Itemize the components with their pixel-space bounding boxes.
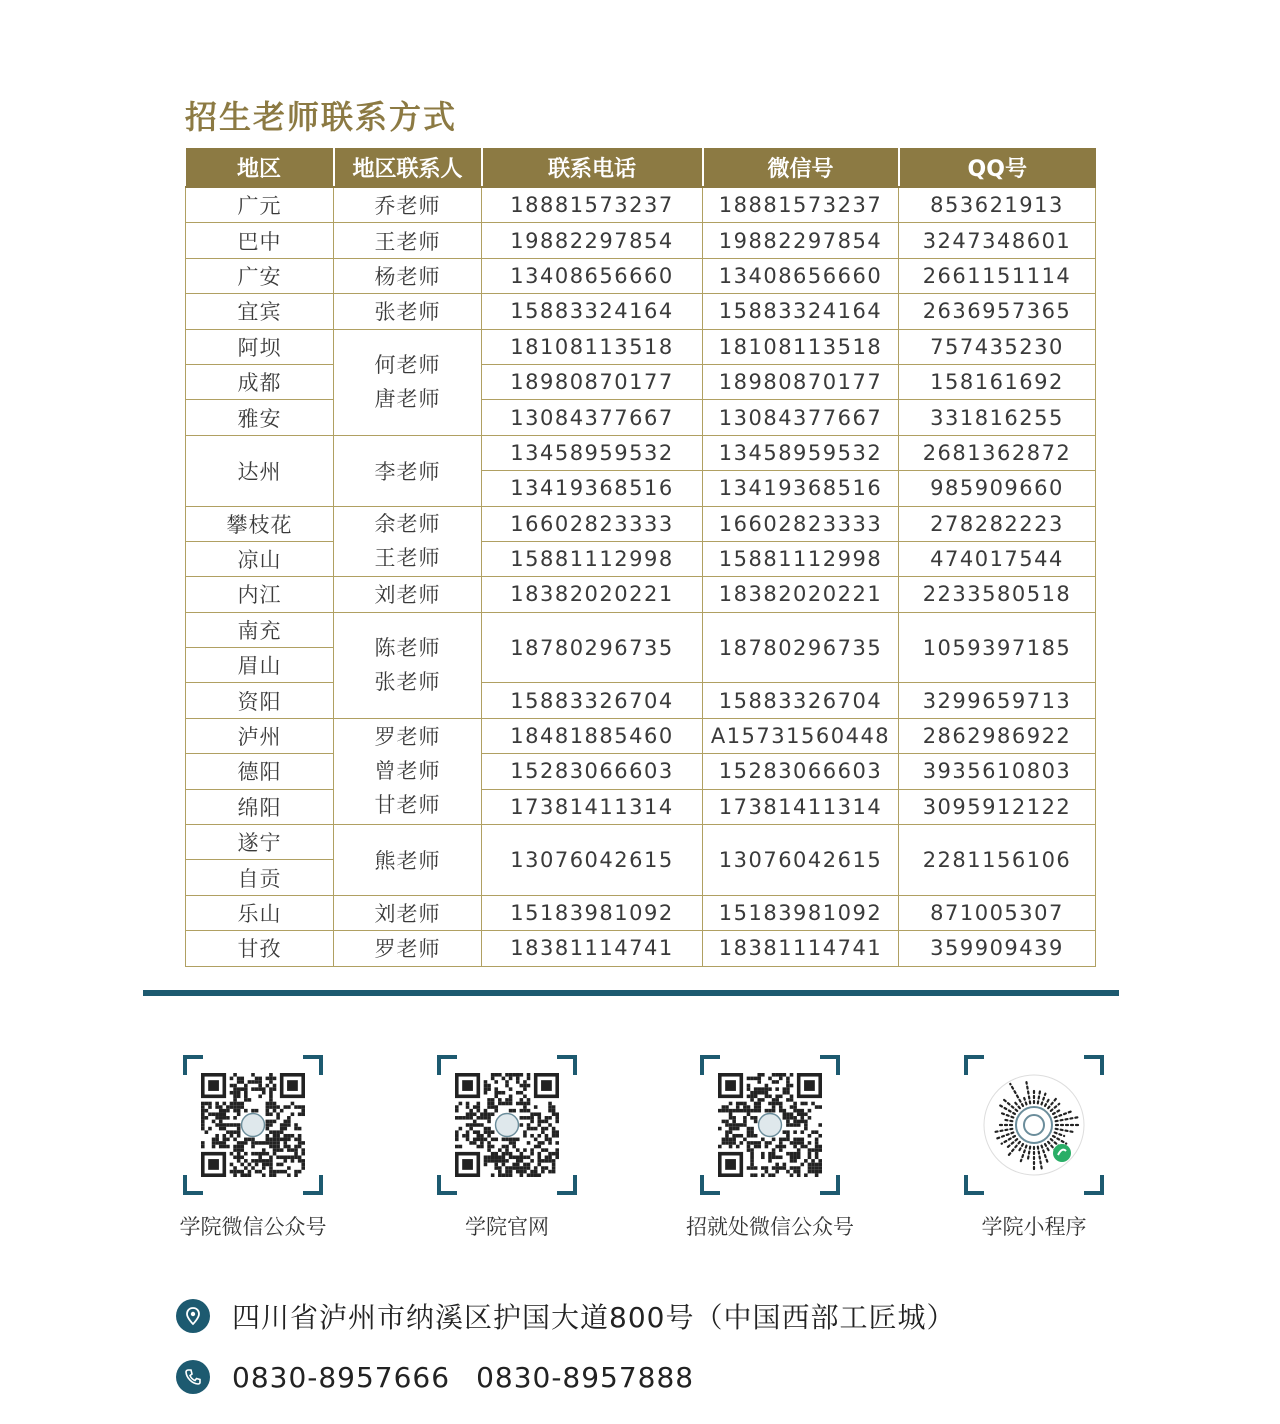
phone-cell: 15881112998 bbox=[482, 541, 703, 576]
phone-icon bbox=[176, 1360, 210, 1394]
table-row bbox=[186, 364, 1096, 399]
region-cell: 资阳 bbox=[186, 683, 334, 718]
qr-block-admissions bbox=[670, 1055, 870, 1241]
qq-cell: 757435230 bbox=[899, 329, 1096, 364]
wechat-cell: 13419368516 bbox=[703, 471, 899, 506]
qq-cell: 359909439 bbox=[899, 931, 1096, 966]
contact-cell: 熊老师 bbox=[334, 825, 482, 896]
contact-cell: 乔老师 bbox=[334, 187, 482, 223]
table-row bbox=[186, 754, 1096, 789]
qr-frame bbox=[964, 1055, 1104, 1195]
qq-cell: 331816255 bbox=[899, 400, 1096, 435]
region-cell: 泸州 bbox=[186, 718, 334, 753]
qq-cell: 2661151114 bbox=[899, 258, 1096, 293]
address-row bbox=[176, 1296, 955, 1336]
region-cell: 甘孜 bbox=[186, 931, 334, 966]
table-row bbox=[186, 258, 1096, 293]
region-cell: 南充 bbox=[186, 612, 334, 647]
wechat-cell: 19882297854 bbox=[703, 223, 899, 258]
qq-cell: 474017544 bbox=[899, 541, 1096, 576]
table-row bbox=[186, 577, 1096, 612]
header-region: 地区 bbox=[186, 148, 334, 187]
contact-cell: 刘老师 bbox=[334, 895, 482, 930]
header-contact: 地区联系人 bbox=[334, 148, 482, 187]
header-phone: 联系电话 bbox=[482, 148, 703, 187]
qr-frame bbox=[183, 1055, 323, 1195]
table-row bbox=[186, 541, 1096, 576]
contact-cell: 李老师 bbox=[334, 435, 482, 506]
wechat-cell: 18780296735 bbox=[703, 612, 899, 683]
phone-cell: 13408656660 bbox=[482, 258, 703, 293]
wechat-cell: 13408656660 bbox=[703, 258, 899, 293]
header-wechat: 微信号 bbox=[703, 148, 899, 187]
qq-cell: 3299659713 bbox=[899, 683, 1096, 718]
qq-cell: 2233580518 bbox=[899, 577, 1096, 612]
wechat-cell: 15283066603 bbox=[703, 754, 899, 789]
region-cell: 阿坝 bbox=[186, 329, 334, 364]
region-cell: 自贡 bbox=[186, 860, 334, 895]
qr-code-icon[interactable] bbox=[455, 1073, 559, 1177]
phone-cell: 17381411314 bbox=[482, 789, 703, 824]
region-cell: 凉山 bbox=[186, 541, 334, 576]
phone-numbers bbox=[232, 1361, 694, 1394]
contact-cell: 王老师 bbox=[334, 223, 482, 258]
contact-cell: 张老师 bbox=[334, 294, 482, 329]
qr-code-icon[interactable] bbox=[201, 1073, 305, 1177]
qq-cell: 158161692 bbox=[899, 364, 1096, 399]
wechat-cell: 15883326704 bbox=[703, 683, 899, 718]
qr-block-wechat-official bbox=[163, 1055, 343, 1241]
wechat-cell: 18881573237 bbox=[703, 187, 899, 223]
table-header-row bbox=[186, 148, 1096, 187]
phone-row bbox=[176, 1360, 694, 1394]
table-row bbox=[186, 718, 1096, 753]
region-cell: 广元 bbox=[186, 187, 334, 223]
region-cell: 成都 bbox=[186, 364, 334, 399]
region-cell: 乐山 bbox=[186, 895, 334, 930]
qq-cell: 278282223 bbox=[899, 506, 1096, 541]
qq-cell: 3095912122 bbox=[899, 789, 1096, 824]
phone-cell: 18481885460 bbox=[482, 718, 703, 753]
table-row bbox=[186, 825, 1096, 860]
page-title: 招生老师联系方式 bbox=[185, 98, 458, 136]
region-cell: 德阳 bbox=[186, 754, 334, 789]
phone-cell: 15883326704 bbox=[482, 683, 703, 718]
qr-frame bbox=[437, 1055, 577, 1195]
header-qq: QQ号 bbox=[899, 148, 1096, 187]
phone-cell: 18382020221 bbox=[482, 577, 703, 612]
contact-cell: 余老师 王老师 bbox=[334, 506, 482, 577]
contact-cell: 杨老师 bbox=[334, 258, 482, 293]
wechat-cell: 15881112998 bbox=[703, 541, 899, 576]
qq-cell: 2862986922 bbox=[899, 718, 1096, 753]
phone-cell: 13076042615 bbox=[482, 825, 703, 896]
phone-cell: 18881573237 bbox=[482, 187, 703, 223]
table-row bbox=[186, 931, 1096, 966]
table-row bbox=[186, 506, 1096, 541]
region-cell: 达州 bbox=[186, 435, 334, 506]
wechat-cell: 18382020221 bbox=[703, 577, 899, 612]
table-row bbox=[186, 895, 1096, 930]
qq-cell: 2681362872 bbox=[899, 435, 1096, 470]
phone-cell: 15883324164 bbox=[482, 294, 703, 329]
region-cell: 攀枝花 bbox=[186, 506, 334, 541]
qr-label: 学院官网 bbox=[465, 1215, 549, 1239]
wechat-cell: 13076042615 bbox=[703, 825, 899, 896]
wechat-cell: 13458959532 bbox=[703, 435, 899, 470]
table-row bbox=[186, 612, 1096, 647]
qq-cell: 3247348601 bbox=[899, 223, 1096, 258]
region-cell: 巴中 bbox=[186, 223, 334, 258]
qr-code-icon[interactable] bbox=[718, 1073, 822, 1177]
wechat-cell: 18980870177 bbox=[703, 364, 899, 399]
qr-block-mini-program bbox=[944, 1055, 1124, 1241]
region-cell: 广安 bbox=[186, 258, 334, 293]
region-cell: 内江 bbox=[186, 577, 334, 612]
table-row bbox=[186, 294, 1096, 329]
contact-cell: 刘老师 bbox=[334, 577, 482, 612]
table-row bbox=[186, 435, 1096, 470]
mini-program-code-icon[interactable] bbox=[982, 1073, 1086, 1177]
wechat-cell: 18108113518 bbox=[703, 329, 899, 364]
table-row bbox=[186, 223, 1096, 258]
wechat-cell: 17381411314 bbox=[703, 789, 899, 824]
qr-label: 学院小程序 bbox=[981, 1215, 1087, 1239]
phone-cell: 13419368516 bbox=[482, 471, 703, 506]
address-text: 四川省泸州市纳溪区护国大道800号（中国西部工匠城） bbox=[232, 1301, 956, 1334]
wechat-cell: 15883324164 bbox=[703, 294, 899, 329]
qr-frame bbox=[700, 1055, 840, 1195]
wechat-cell: A15731560448 bbox=[703, 718, 899, 753]
phone-number-2[interactable]: 0830-8957888 bbox=[476, 1360, 695, 1394]
phone-cell: 18780296735 bbox=[482, 612, 703, 683]
phone-number-1[interactable]: 0830-8957666 bbox=[232, 1360, 451, 1394]
qq-cell: 871005307 bbox=[899, 895, 1096, 930]
wechat-cell: 13084377667 bbox=[703, 400, 899, 435]
qq-cell: 985909660 bbox=[899, 471, 1096, 506]
region-cell: 眉山 bbox=[186, 648, 334, 683]
contact-cell: 罗老师 曾老师 甘老师 bbox=[334, 718, 482, 824]
phone-cell: 13458959532 bbox=[482, 435, 703, 470]
section-divider bbox=[143, 990, 1119, 996]
qq-cell: 2281156106 bbox=[899, 825, 1096, 896]
location-pin-icon bbox=[176, 1299, 210, 1333]
qq-cell: 1059397185 bbox=[899, 612, 1096, 683]
wechat-cell: 16602823333 bbox=[703, 506, 899, 541]
phone-cell: 18980870177 bbox=[482, 364, 703, 399]
phone-cell: 15183981092 bbox=[482, 895, 703, 930]
region-cell: 绵阳 bbox=[186, 789, 334, 824]
region-cell: 雅安 bbox=[186, 400, 334, 435]
table-row bbox=[186, 400, 1096, 435]
phone-cell: 18381114741 bbox=[482, 931, 703, 966]
region-cell: 遂宁 bbox=[186, 825, 334, 860]
qq-cell: 853621913 bbox=[899, 187, 1096, 223]
phone-cell: 19882297854 bbox=[482, 223, 703, 258]
wechat-cell: 15183981092 bbox=[703, 895, 899, 930]
qq-cell: 2636957365 bbox=[899, 294, 1096, 329]
wechat-cell: 18381114741 bbox=[703, 931, 899, 966]
qr-label: 招就处微信公众号 bbox=[686, 1215, 854, 1239]
qr-label: 学院微信公众号 bbox=[179, 1215, 327, 1239]
table-row bbox=[186, 187, 1096, 223]
phone-cell: 18108113518 bbox=[482, 329, 703, 364]
phone-cell: 13084377667 bbox=[482, 400, 703, 435]
contact-cell: 陈老师 张老师 bbox=[334, 612, 482, 718]
contact-cell: 罗老师 bbox=[334, 931, 482, 966]
contacts-table bbox=[185, 148, 1096, 967]
phone-cell: 15283066603 bbox=[482, 754, 703, 789]
qq-cell: 3935610803 bbox=[899, 754, 1096, 789]
table-row bbox=[186, 329, 1096, 364]
region-cell: 宜宾 bbox=[186, 294, 334, 329]
contact-cell: 何老师 唐老师 bbox=[334, 329, 482, 435]
table-row bbox=[186, 683, 1096, 718]
table-row bbox=[186, 789, 1096, 824]
phone-cell: 16602823333 bbox=[482, 506, 703, 541]
qr-block-website bbox=[417, 1055, 597, 1241]
